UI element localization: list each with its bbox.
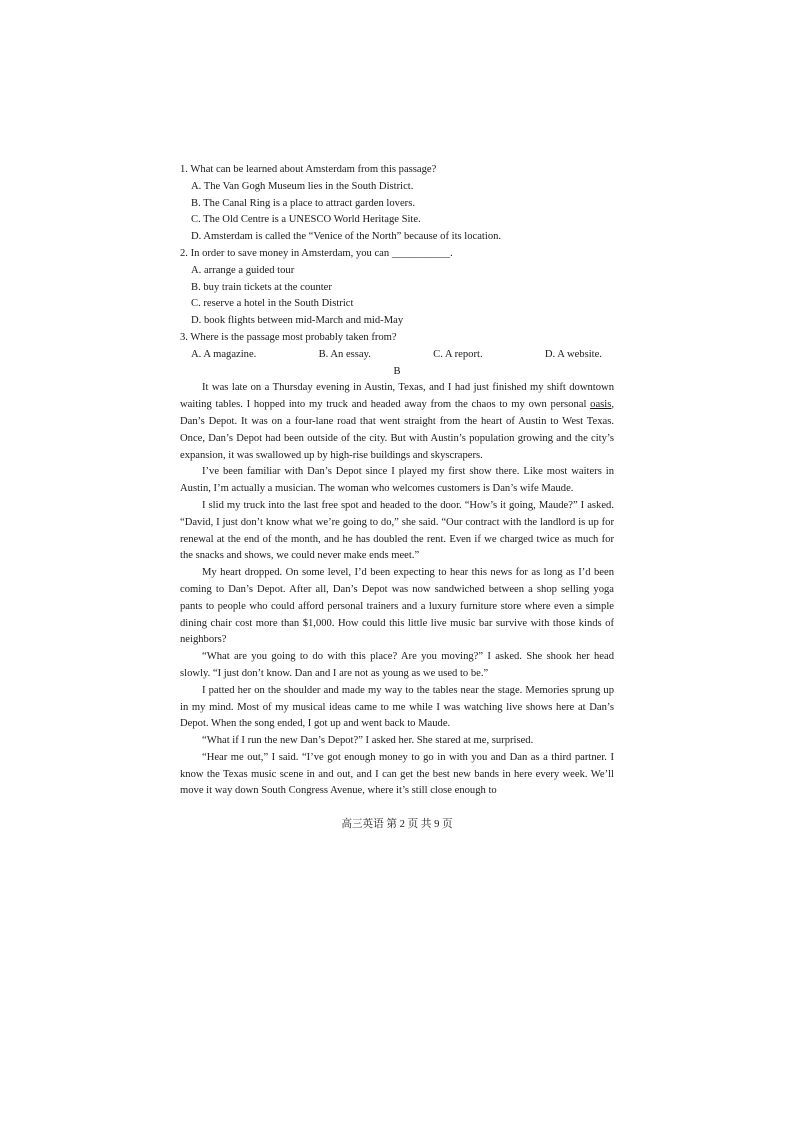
passage-paragraph: “What are you going to do with this place? Are you moving?” I asked. She shook her head slowly. “I just don’t know. Dan and I are not as young as we used to be.” [180, 651, 614, 679]
option-a: A. The Van Gogh Museum lies in the South District. [191, 180, 414, 192]
section-heading: B [393, 365, 401, 377]
passage-paragraph: “Hear me out,” I said. “I’ve got enough money to go in with you and Dan as a third partner. I know the Texas music scene in and out, and I can get the best new bands in here every week. We’ll move it way down South Congress Avenue, where it’s still close enough to [180, 751, 614, 797]
options-row [191, 347, 614, 364]
question-stem: 2. In order to save money in Amsterdam, you can ___________. [180, 247, 453, 259]
option-c: C. reserve a hotel in the South District [191, 298, 354, 310]
reading-passage [180, 380, 614, 800]
passage-paragraph: I’ve been familiar with Dan’s Depot since I played my first show there. Like most waiters in Austin, I’m actually a musician. The woman who welcomes customers is Dan’s wife Maude. [180, 466, 614, 495]
option-a: A. A magazine. [191, 348, 257, 360]
passage-paragraph: I slid my truck into the last free spot and headed to the door. “How’s it going, Maude?” I asked. “David, I just don’t know what we’re going to do,” she said. “Our contract with the landlord is up for renewal at the end of the month, and he has doubled the rent. Even if we charged twice as much for the snacks and shows, we could never make ends meet.” [180, 499, 614, 562]
passage-paragraph: I patted her on the shoulder and made my way to the tables near the stage. Memories sprung up in my mind. Most of my musical ideas came to me while I was watching live shows here at Dan’s Depot. When the song ended, I got up and went back to Maude. [180, 684, 614, 730]
question-stem: 3. Where is the passage most probably taken from? [180, 331, 397, 343]
option-b: B. buy train tickets at the counter [191, 281, 332, 293]
question-2 [180, 246, 614, 330]
question-stem: 1. What can be learned about Amsterdam from this passage? [180, 164, 437, 175]
option-d: D. book flights between mid-March and mid-May [191, 315, 404, 327]
paragraph-text: , Dan’s Depot. It was on a four-lane road that went straight from the heart of Austin to West Texas. Once, Dan’s Depot had been outside of the city. But with Austin’s population growing and the city’s expansion, it was swallowed up by high-rise buildings and skyscrapers. [180, 399, 614, 461]
underlined-word: oasis [590, 399, 612, 411]
option-b: B. The Canal Ring is a place to attract garden lovers. [191, 197, 415, 209]
page-footer: 高三英语 第 2 页 共 9 页 [341, 819, 453, 830]
option-d: D. Amsterdam is called the “Venice of the North” because of its location. [191, 231, 502, 243]
question-1 [180, 162, 614, 246]
option-d: D. A website. [544, 348, 602, 360]
option-a: A. arrange a guided tour [191, 264, 295, 276]
question-3 [180, 330, 614, 364]
exam-page-content [180, 162, 614, 800]
option-c: C. The Old Centre is a UNESCO World Heritage Site. [191, 214, 421, 226]
passage-paragraph [180, 380, 614, 464]
passage-paragraph: “What if I run the new Dan’s Depot?” I asked her. She stared at me, surprised. [202, 735, 534, 747]
paragraph-text: It was late on a Thursday evening in Austin, Texas, and I had just finished my shift downtown waiting tables. I hopped into my truck and headed away from the chaos to my own personal [180, 382, 614, 411]
option-b: B. An essay. [318, 348, 371, 360]
option-c: C. A report. [433, 348, 483, 360]
passage-paragraph: My heart dropped. On some level, I’d been expecting to hear this news for as long as I’d been coming to Dan’s Depot. After all, Dan’s Depot was now sandwiched between a shop selling yoga pants to people who could afford personal trainers and a luxury furniture store where even a simple dining chair cost more than $1,000. How could this little live music bar survive with those kinds of neighbors? [180, 567, 614, 646]
